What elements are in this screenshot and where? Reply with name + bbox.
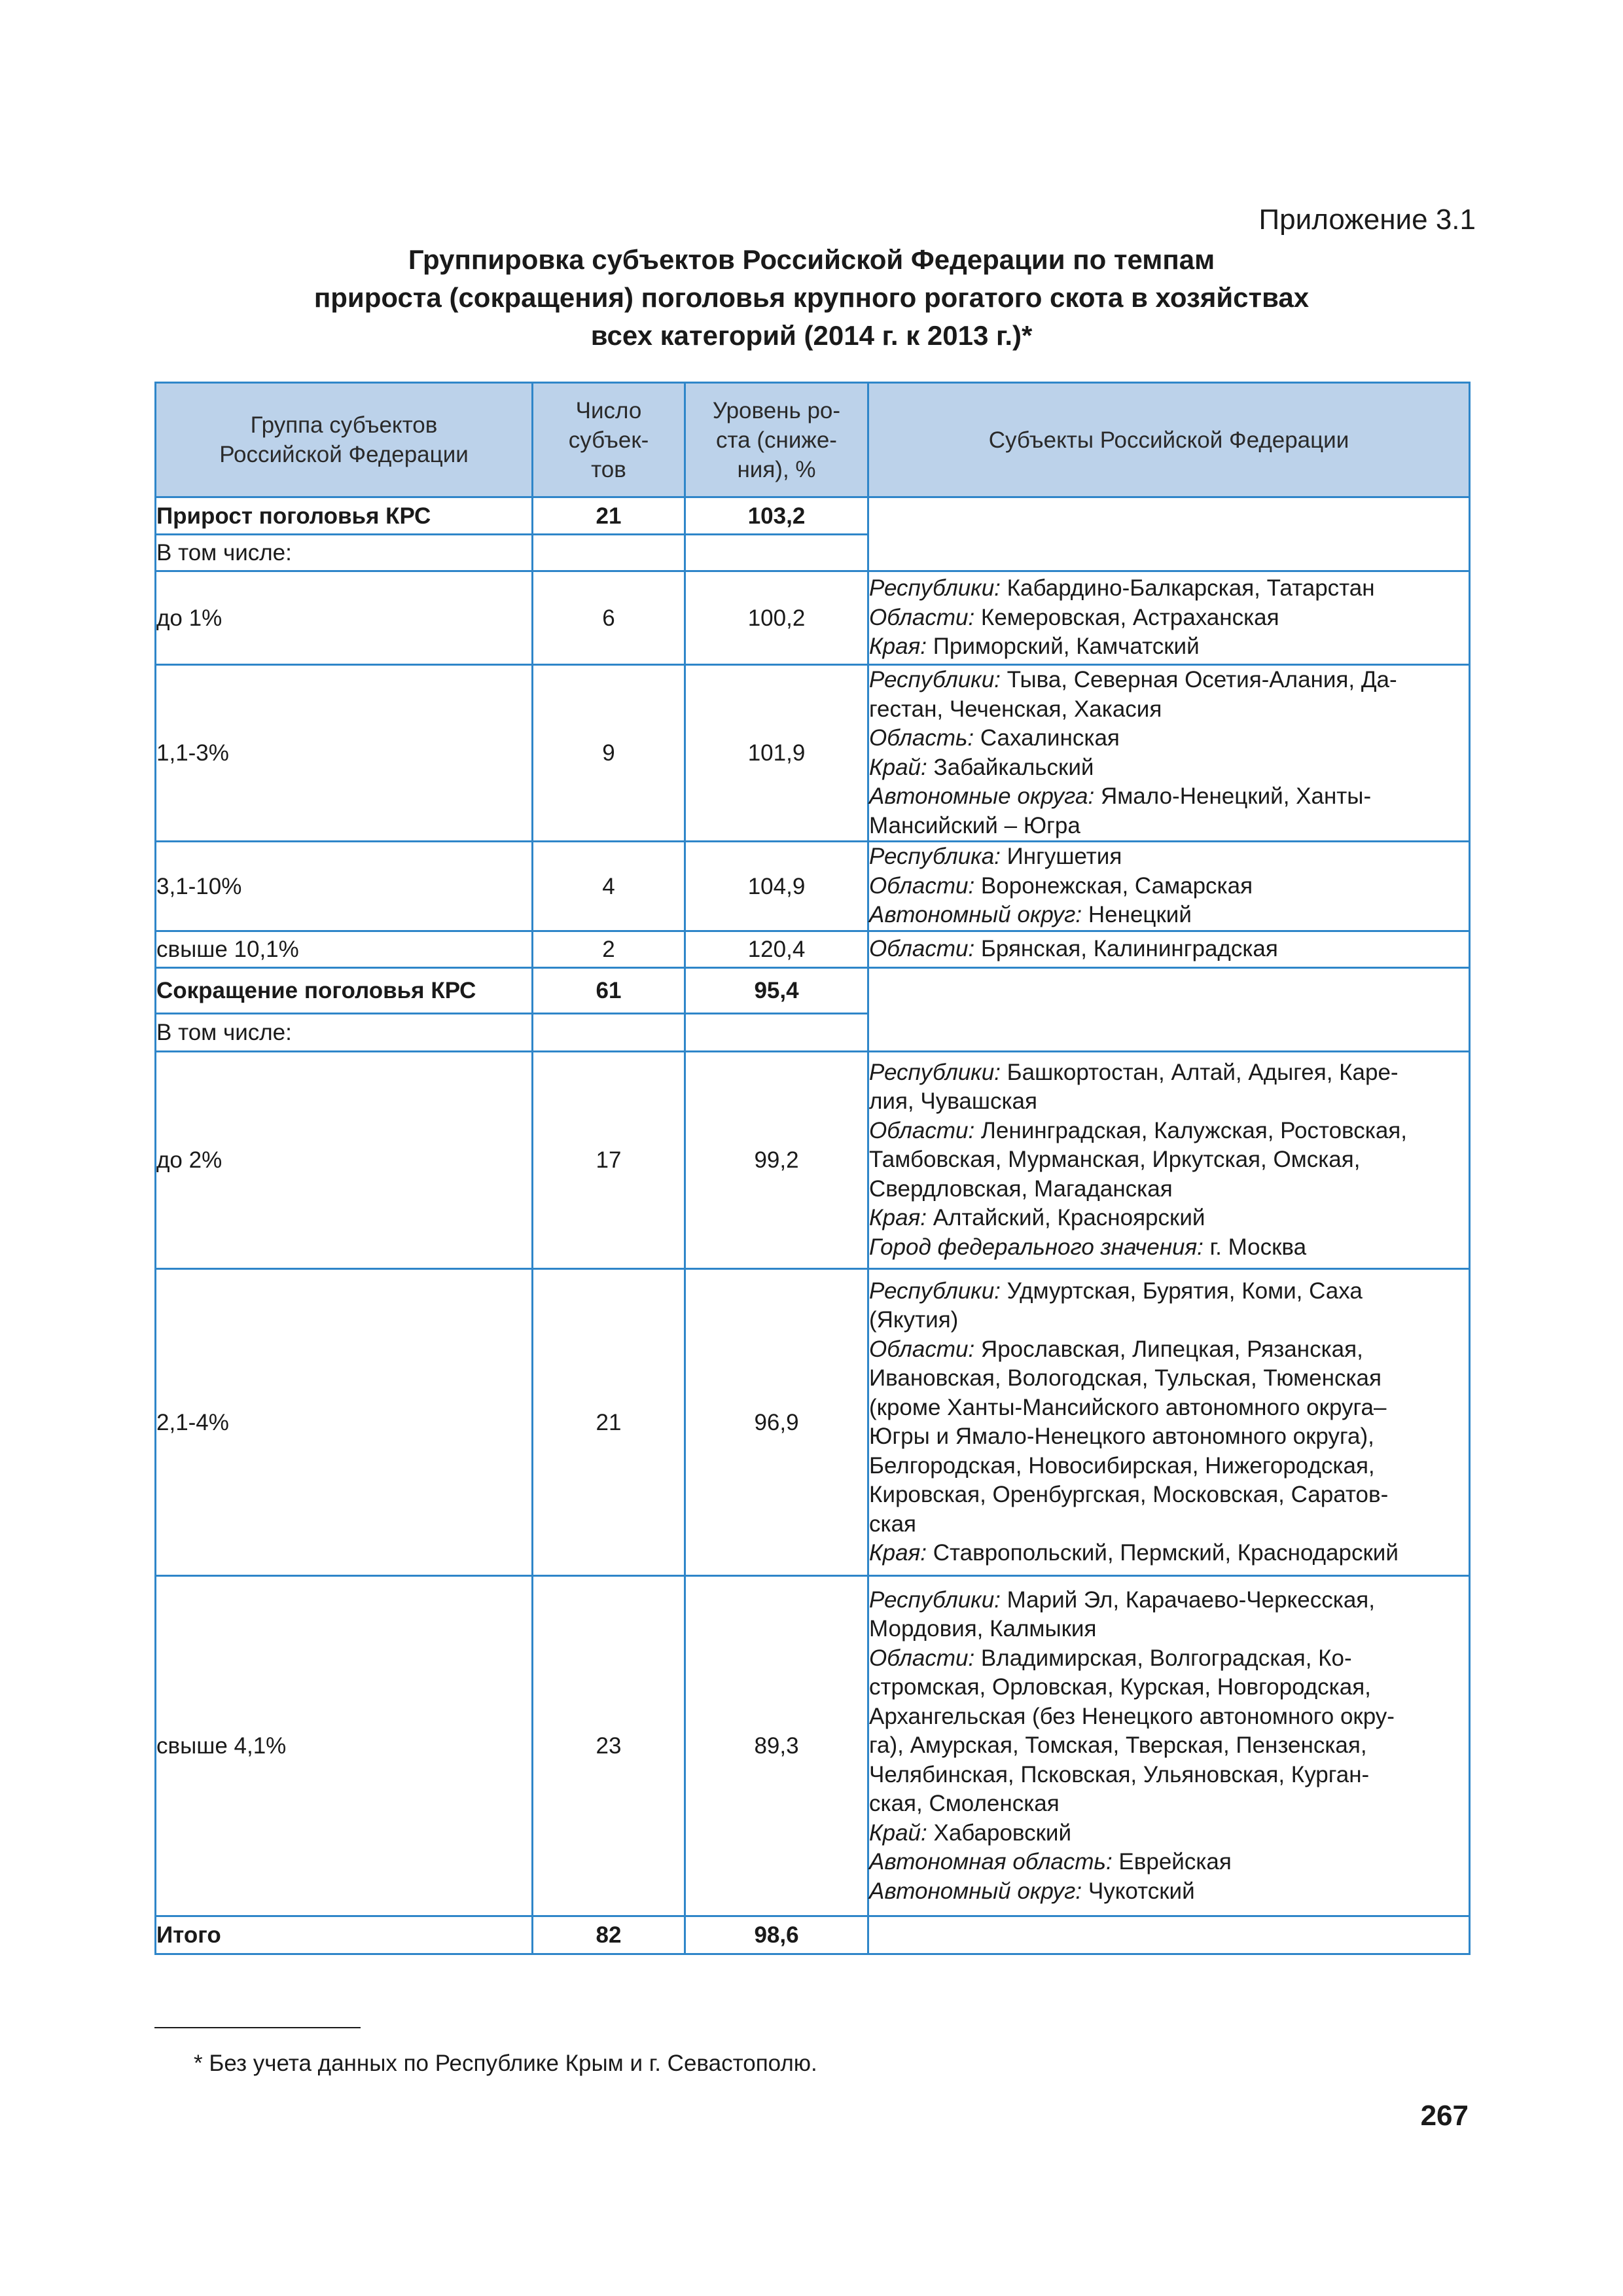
subjects-list xyxy=(868,842,1470,931)
subjects-line xyxy=(869,1175,1469,1204)
total-level: 98,6 xyxy=(685,1916,868,1954)
subject-names: Тамбовская, Мурманская, Иркутская, Омская, xyxy=(869,1147,1361,1173)
subject-names: Алтайский, Красноярский xyxy=(926,1205,1205,1231)
subject-names: га), Амурская, Томская, Тверская, Пензенская, xyxy=(869,1732,1367,1759)
subject-names: Ставропольский, Пермский, Краснодарский xyxy=(926,1540,1399,1566)
growth-level: 104,9 xyxy=(685,842,868,931)
total-count: 82 xyxy=(533,1916,685,1954)
section-row-growth xyxy=(156,497,1470,535)
subject-names: Хабаровский xyxy=(927,1820,1072,1846)
subjects-line xyxy=(869,1306,1469,1335)
subject-category: Автономные округа: xyxy=(869,783,1095,809)
subjects-line xyxy=(869,1848,1469,1877)
subject-names: лия, Чувашская xyxy=(869,1088,1037,1115)
subject-category: Республики: xyxy=(869,575,1001,601)
subject-names: Ленинградская, Калужская, Ростовская, xyxy=(974,1117,1407,1143)
group-label: до 2% xyxy=(156,1052,533,1269)
subjects-list xyxy=(868,931,1470,968)
section-row-decline xyxy=(156,968,1470,1014)
subject-category: Республики: xyxy=(869,1059,1001,1085)
table-body xyxy=(156,497,1470,1954)
subjects-line xyxy=(869,632,1469,662)
subjects-line xyxy=(869,1644,1469,1674)
subject-count: 21 xyxy=(533,1269,685,1576)
subject-names: Приморский, Камчатский xyxy=(926,634,1200,660)
total-label: Итого xyxy=(156,1916,533,1954)
subject-count: 9 xyxy=(533,665,685,842)
subjects-line xyxy=(869,603,1469,633)
table-row xyxy=(156,1052,1470,1269)
subject-names: (кроме Ханты-Мансийского автономного округа– xyxy=(869,1394,1387,1420)
subject-names: Забайкальский xyxy=(927,754,1094,780)
subject-names: Ярославская, Липецкая, Рязанская, xyxy=(974,1336,1363,1362)
subjects-line xyxy=(869,1058,1469,1088)
page-number: 267 xyxy=(1420,2100,1469,2132)
subject-category: Автономная область: xyxy=(869,1849,1113,1875)
subject-category: Области: xyxy=(869,1645,975,1671)
group-label: свыше 4,1% xyxy=(156,1576,533,1916)
subjects-line xyxy=(869,1539,1469,1568)
group-label: свыше 10,1% xyxy=(156,931,533,968)
subject-names: Брянская, Калининградская xyxy=(974,936,1278,962)
subjects-line xyxy=(869,872,1469,901)
table-row xyxy=(156,571,1470,665)
subject-count: 6 xyxy=(533,571,685,665)
section-level: 103,2 xyxy=(685,497,868,535)
subjects-line xyxy=(869,1510,1469,1539)
subject-names: Воронежская, Самарская xyxy=(974,872,1253,899)
title-line: всех категорий (2014 г. к 2013 г.)* xyxy=(590,320,1033,351)
subjects-line xyxy=(869,1117,1469,1146)
subjects-line xyxy=(869,1393,1469,1423)
subject-names: Ненецкий xyxy=(1082,902,1192,928)
subject-names: (Якутия) xyxy=(869,1307,959,1333)
subject-names: Чукотский xyxy=(1082,1878,1195,1904)
appendix-label: Приложение 3.1 xyxy=(1258,204,1476,236)
header-group xyxy=(156,383,533,497)
header-level-line: Уровень ро- xyxy=(712,397,841,423)
group-label: 1,1-3% xyxy=(156,665,533,842)
table-row xyxy=(156,842,1470,931)
subject-category: Области: xyxy=(869,872,975,899)
table-title xyxy=(154,241,1469,355)
subject-category: Город федерального значения: xyxy=(869,1234,1204,1260)
title-line: прироста (сокращения) поголовья крупного рогатого скота в хозяйствах xyxy=(313,282,1310,313)
section-subjects-empty xyxy=(868,968,1470,1052)
subject-names: стромская, Орловская, Курская, Новгородская, xyxy=(869,1674,1371,1700)
subject-category: Автономный округ: xyxy=(869,1878,1082,1904)
header-count-line: тов xyxy=(591,456,626,482)
subject-category: Области: xyxy=(869,1336,975,1362)
subject-category: Области: xyxy=(869,604,975,630)
header-group-line: Российской Федерации xyxy=(219,442,469,467)
group-label: до 1% xyxy=(156,571,533,665)
subjects-line xyxy=(869,1335,1469,1365)
subsection-label: В том числе: xyxy=(156,1014,533,1052)
subject-names: Архангельская (без Ненецкого автономного окру- xyxy=(869,1703,1395,1729)
subject-names: ская, Смоленская xyxy=(869,1791,1060,1817)
subject-names: Марий Эл, Карачаево-Черкесская, xyxy=(1000,1587,1375,1613)
subjects-line xyxy=(869,1087,1469,1117)
table-header-row xyxy=(156,383,1470,497)
table-row xyxy=(156,931,1470,968)
table-row xyxy=(156,1576,1470,1916)
empty-cell xyxy=(868,1916,1470,1954)
total-row xyxy=(156,1916,1470,1954)
subject-names: Свердловская, Магаданская xyxy=(869,1175,1173,1202)
subject-names: Ингушетия xyxy=(1000,844,1122,870)
footnote-divider xyxy=(154,2027,361,2028)
subjects-list xyxy=(868,1576,1470,1916)
subject-count: 23 xyxy=(533,1576,685,1916)
subject-names: Удмуртская, Бурятия, Коми, Саха xyxy=(1000,1278,1363,1304)
subject-category: Республики: xyxy=(869,1587,1001,1613)
header-subjects: Субъекты Российской Федерации xyxy=(868,383,1470,497)
growth-level: 120,4 xyxy=(685,931,868,968)
group-label: 2,1-4% xyxy=(156,1269,533,1576)
subject-category: Края: xyxy=(869,1540,927,1566)
subject-names: Сахалинская xyxy=(974,725,1120,751)
subject-names: Югры и Ямало-Ненецкого автономного округа), xyxy=(869,1424,1374,1449)
table-row xyxy=(156,665,1470,842)
subjects-line xyxy=(869,1702,1469,1732)
section-subjects-empty xyxy=(868,497,1470,571)
subject-count: 17 xyxy=(533,1052,685,1269)
subject-count: 2 xyxy=(533,931,685,968)
subjects-line xyxy=(869,1877,1469,1907)
growth-level: 101,9 xyxy=(685,665,868,842)
subject-category: Края: xyxy=(869,634,927,660)
subjects-line xyxy=(869,1819,1469,1848)
subjects-line xyxy=(869,574,1469,603)
subjects-list xyxy=(868,665,1470,842)
subject-category: Автономный округ: xyxy=(869,902,1082,928)
subject-category: Край: xyxy=(869,1820,927,1846)
subjects-line xyxy=(869,1452,1469,1481)
subjects-list xyxy=(868,571,1470,665)
subjects-line xyxy=(869,1615,1469,1644)
subjects-line xyxy=(869,1364,1469,1393)
header-level-line: ста (сниже- xyxy=(716,427,837,453)
header-level-line: ния), % xyxy=(737,456,816,482)
empty-cell xyxy=(533,535,685,571)
section-count: 61 xyxy=(533,968,685,1014)
subject-names: Кабардино-Балкарская, Татарстан xyxy=(1000,575,1375,601)
subject-names: Ямало-Ненецкий, Ханты- xyxy=(1094,783,1372,809)
subject-names: Кировская, Оренбургская, Московская, Саратов- xyxy=(869,1482,1389,1507)
subject-category: Край: xyxy=(869,754,927,780)
subjects-line xyxy=(869,1586,1469,1615)
growth-level: 96,9 xyxy=(685,1269,868,1576)
subjects-line xyxy=(869,812,1469,841)
header-count xyxy=(533,383,685,497)
subjects-line xyxy=(869,782,1469,812)
subjects-line xyxy=(869,1277,1469,1306)
subjects-line xyxy=(869,842,1469,872)
subjects-list xyxy=(868,1052,1470,1269)
subjects-list xyxy=(868,1269,1470,1576)
subjects-line xyxy=(869,1731,1469,1761)
footnote: * Без учета данных по Республике Крым и г. Севастополю. xyxy=(194,2051,817,2076)
subjects-line xyxy=(869,724,1469,753)
subject-names: Кемеровская, Астраханская xyxy=(974,604,1279,630)
table-row xyxy=(156,1269,1470,1576)
subject-names: Владимирская, Волгоградская, Ко- xyxy=(974,1645,1352,1671)
grouping-table xyxy=(154,382,1471,1955)
subjects-line xyxy=(869,1204,1469,1233)
subject-names: г. Москва xyxy=(1203,1234,1307,1260)
section-label: Прирост поголовья КРС xyxy=(156,497,533,535)
subject-names: ская xyxy=(869,1511,916,1537)
subject-category: Республики: xyxy=(869,667,1001,692)
subjects-line xyxy=(869,1673,1469,1702)
subject-category: Область: xyxy=(869,725,974,751)
subject-category: Края: xyxy=(869,1205,927,1231)
subject-names: Ивановская, Вологодская, Тульская, Тюменская xyxy=(869,1365,1382,1391)
subject-names: Челябинская, Псковская, Ульяновская, Курган- xyxy=(869,1761,1370,1787)
section-label: Сокращение поголовья КРС xyxy=(156,968,533,1014)
empty-cell xyxy=(685,535,868,571)
subject-category: Республика: xyxy=(869,844,1001,870)
group-label: 3,1-10% xyxy=(156,842,533,931)
subjects-line xyxy=(869,935,1469,964)
subject-names: гестан, Чеченская, Хакасия xyxy=(869,696,1162,722)
subject-names: Еврейская xyxy=(1112,1849,1232,1875)
subjects-line xyxy=(869,1422,1469,1452)
subjects-line xyxy=(869,1480,1469,1510)
header-count-line: субъек- xyxy=(568,427,649,453)
subject-names: Мордовия, Калмыкия xyxy=(869,1616,1097,1642)
subject-names: Мансийский – Югра xyxy=(869,812,1080,838)
subject-category: Республики: xyxy=(869,1278,1001,1304)
growth-level: 89,3 xyxy=(685,1576,868,1916)
subjects-line xyxy=(869,1145,1469,1175)
subjects-line xyxy=(869,1233,1469,1263)
header-count-line: Число xyxy=(575,397,642,423)
header-level xyxy=(685,383,868,497)
subjects-line xyxy=(869,1761,1469,1790)
subjects-line xyxy=(869,753,1469,783)
subject-category: Области: xyxy=(869,1117,975,1143)
subjects-line xyxy=(869,901,1469,930)
subject-names: Белгородская, Новосибирская, Нижегородская, xyxy=(869,1452,1375,1479)
subjects-line xyxy=(869,1789,1469,1819)
subject-count: 4 xyxy=(533,842,685,931)
subject-names: Башкортостан, Алтай, Адыгея, Каре- xyxy=(1000,1059,1399,1085)
subject-category: Области: xyxy=(869,936,975,962)
subsection-label: В том числе: xyxy=(156,535,533,571)
growth-level: 99,2 xyxy=(685,1052,868,1269)
subjects-line xyxy=(869,666,1469,695)
empty-cell xyxy=(533,1014,685,1052)
title-line: Группировка субъектов Российской Федерации по темпам xyxy=(408,244,1215,275)
subject-names: Тыва, Северная Осетия-Алания, Да- xyxy=(1000,667,1397,692)
section-count: 21 xyxy=(533,497,685,535)
subjects-line xyxy=(869,695,1469,725)
growth-level: 100,2 xyxy=(685,571,868,665)
empty-cell xyxy=(685,1014,868,1052)
section-level: 95,4 xyxy=(685,968,868,1014)
header-group-line: Группа субъектов xyxy=(250,412,438,438)
